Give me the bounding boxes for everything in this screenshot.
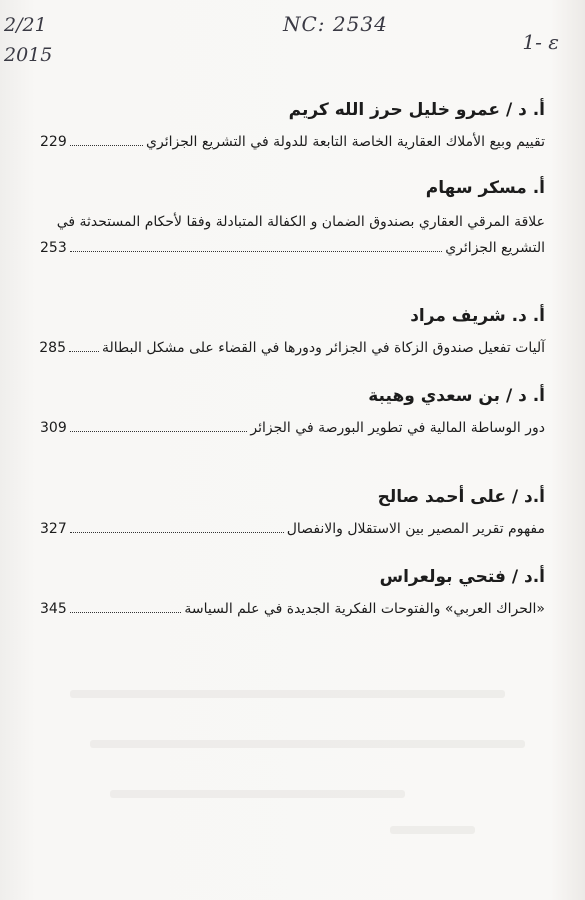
handwritten-date (4, 10, 52, 70)
article-title: دور الوساطة المالية في تطوير البورصة في الجزائر (250, 420, 545, 436)
toc-line (40, 236, 545, 260)
toc-entry (40, 485, 545, 541)
page-number: 345 (40, 601, 67, 617)
toc-entry (40, 565, 545, 621)
toc-entry (40, 98, 545, 154)
dot-leader (70, 251, 442, 252)
page-number: 253 (40, 240, 67, 256)
toc-line (40, 336, 545, 360)
handwritten-date-line1: 2/21 (4, 14, 47, 36)
article-title: «الحراك العربي» والفتوحات الفكرية الجديدة في علم السياسة (184, 601, 545, 617)
handwritten-reference: NC: 2534 (283, 12, 388, 36)
author-name: أ. د / عمرو خليل حرز الله كريم (288, 100, 545, 120)
toc-line (40, 130, 545, 154)
dot-leader (70, 532, 284, 533)
author-name: أ.د / فتحي بولعراس (379, 567, 545, 587)
bleed-through-mark (70, 690, 505, 698)
handwritten-corner-mark: 1- ε (522, 30, 559, 54)
dot-leader (70, 612, 182, 613)
toc-entry (40, 384, 545, 440)
dot-leader (69, 351, 99, 352)
article-title: مفهوم تقرير المصير بين الاستقلال والانفصال (286, 521, 545, 537)
dot-leader (70, 145, 143, 146)
toc-line (40, 416, 545, 440)
toc-entry (40, 176, 545, 260)
article-title: آليات تفعيل صندوق الزكاة في الجزائر ودورها في القضاء على مشكل البطالة (102, 340, 545, 356)
handwritten-date-line2: 2015 (4, 44, 53, 66)
toc-entry (40, 304, 545, 360)
author-name: أ. د / بن سعدي وهيبة (368, 386, 545, 406)
bleed-through-mark (110, 790, 405, 798)
page-number: 327 (40, 521, 67, 537)
toc-line (40, 517, 545, 541)
bleed-through-mark (90, 740, 525, 748)
page-number: 285 (39, 340, 66, 356)
author-name: أ.د / على أحمد صالح (377, 487, 545, 507)
page-number: 229 (40, 134, 67, 150)
toc-line (40, 597, 545, 621)
author-name: أ. مسكر سهام (425, 178, 545, 198)
article-title: تقييم وبيع الأملاك العقارية الخاصة التابعة للدولة في التشريع الجزائري (146, 134, 545, 150)
article-title: التشريع الجزائري (445, 240, 545, 256)
author-name: أ. د. شريف مراد (410, 306, 545, 326)
page-number: 309 (40, 420, 67, 436)
dot-leader (70, 431, 248, 432)
article-title-line: علاقة المرقي العقاري بصندوق الضمان و الكفالة المتبادلة وفقا لأحكام المستحدثة في (56, 214, 545, 230)
bleed-through-mark (390, 826, 475, 834)
